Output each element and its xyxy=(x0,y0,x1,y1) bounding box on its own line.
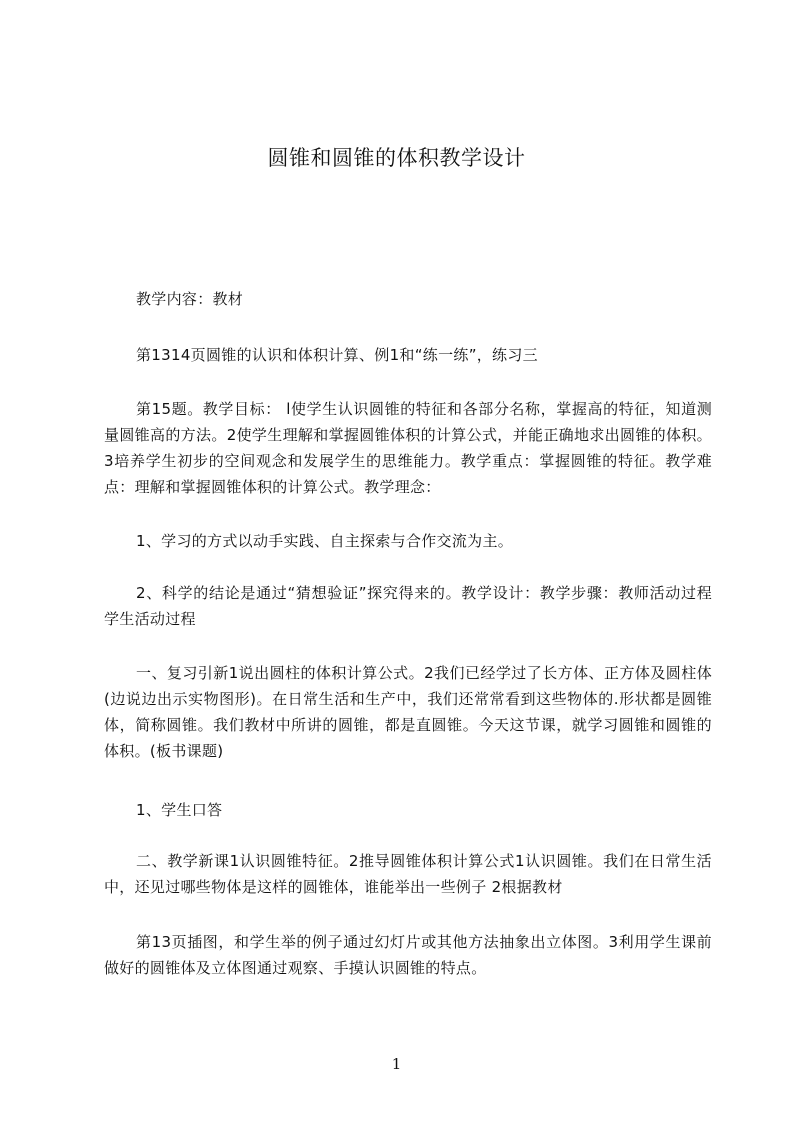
paragraph-2: 第1314页圆锥的认识和体积计算、例1和“练一练”，练习三 xyxy=(136,346,538,364)
document-title: 圆锥和圆锥的体积教学设计 xyxy=(267,146,526,170)
paragraph-9: 第13页插图，和学生举的例子通过幻灯片或其他方法抽象出立体图。3利用学生课前做好的圆锥体及立体图通过观察、手摸认识圆锥的特点。 xyxy=(104,933,712,977)
paragraph-3: 第15题。教学目标： l使学生认识圆锥的特征和各部分名称，掌握高的特征，知道测量圆锥高的方法。2使学生理解和掌握圆锥体积的计算公式，并能正确地求出圆锥的体积。3培养学生初步的空间观念和发展学生的思维能力。教学重点：掌握圆锥的特征。教学难点：理解和掌握圆锥体积的计算公式。教学理念： xyxy=(104,400,712,496)
page-number: 1 xyxy=(391,1055,402,1073)
paragraph-8: 二、教学新课1认识圆锥特征。2推导圆锥体积计算公式1认识圆锥。我们在日常生活中，还见过哪些物体是这样的圆锥体，谁能举出一些例子 2根据教材 xyxy=(104,852,712,896)
paragraph-5: 2、科学的结论是通过“猜想验证”探究得来的。教学设计：教学步骤：教师活动过程学生活动过程 xyxy=(104,584,712,628)
paragraph-4: 1、学习的方式以动手实践、自主探索与合作交流为主。 xyxy=(136,532,514,550)
paragraph-1: 教学内容：教材 xyxy=(136,290,244,308)
paragraph-7: 1、学生口答 xyxy=(136,801,223,819)
paragraph-6: 一、复习引新1说出圆柱的体积计算公式。2我们已经学过了长方体、正方体及圆柱体(边说边出示实物图形)。在日常生活和生产中，我们还常常看到这些物体的.形状都是圆锥体，简称圆锥。我们教材中所讲的圆锥，都是直圆锥。今天这节课，就学习圆锥和圆锥的体积。(板书课题) xyxy=(104,664,712,760)
